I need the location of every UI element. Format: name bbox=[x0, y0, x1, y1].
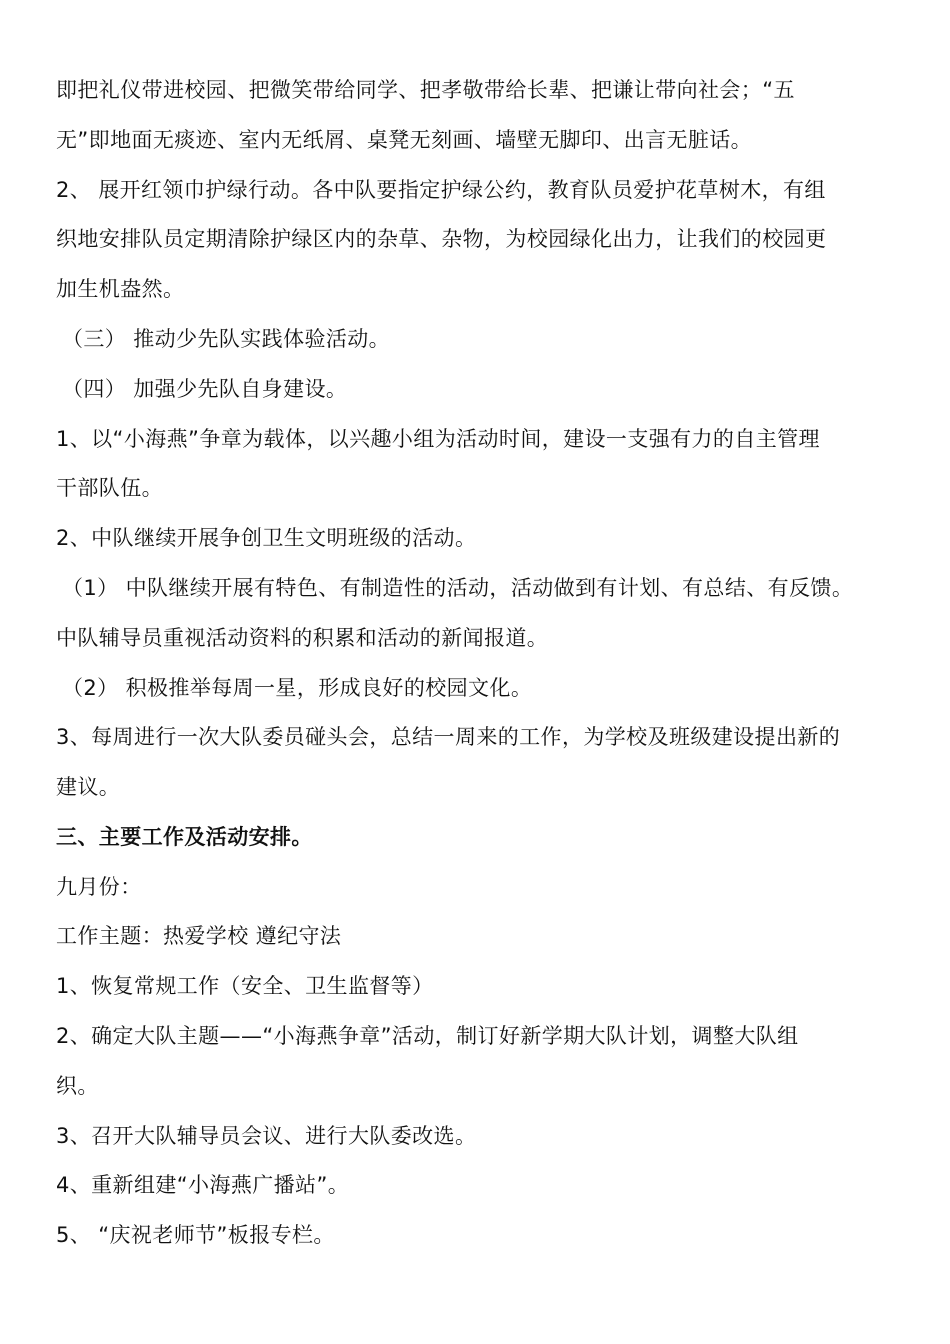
text-line-3: 2、 展开红领巾护绿行动。各中队要指定护绿公约，教育队员爱护花草树木，有组 bbox=[56, 178, 826, 202]
text-line-19: 1、恢复常规工作（安全、卫生监督等） bbox=[56, 974, 434, 998]
text-line-11: （1） 中队继续开展有特色、有制造性的活动，活动做到有计划、有总结、有反馈。 bbox=[62, 576, 854, 600]
text-line-12: 中队辅导员重视活动资料的积累和活动的新闻报道。 bbox=[56, 626, 549, 650]
text-line-17: 九月份： bbox=[56, 875, 142, 899]
text-line-20: 2、确定大队主题——“小海燕争章”活动，制订好新学期大队计划，调整大队组 bbox=[56, 1024, 799, 1048]
text-line-6: （三） 推动少先队实践体验活动。 bbox=[62, 327, 391, 351]
text-line-9: 干部队伍。 bbox=[56, 476, 163, 500]
text-line-10: 2、中队继续开展争创卫生文明班级的活动。 bbox=[56, 526, 477, 550]
text-line-22: 3、召开大队辅导员会议、进行大队委改选。 bbox=[56, 1124, 477, 1148]
text-line-23: 4、重新组建“小海燕广播站”。 bbox=[56, 1173, 350, 1197]
text-line-2: 无”即地面无痰迹、室内无纸屑、桌凳无刻画、墙壁无脚印、出言无脏话。 bbox=[56, 128, 753, 152]
text-line-5: 加生机盎然。 bbox=[56, 277, 185, 301]
text-line-14: 3、每周进行一次大队委员碰头会，总结一周来的工作，为学校及班级建设提出新的 bbox=[56, 725, 841, 749]
text-line-15: 建议。 bbox=[56, 775, 121, 799]
section-heading: 三、主要工作及活动安排。 bbox=[56, 825, 313, 849]
text-line-18: 工作主题：热爱学校 遵纪守法 bbox=[56, 924, 342, 948]
text-line-4: 织地安排队员定期清除护绿区内的杂草、杂物，为校园绿化出力，让我们的校园更 bbox=[56, 227, 827, 251]
text-line-21: 织。 bbox=[56, 1074, 99, 1098]
text-line-1: 即把礼仪带进校园、把微笑带给同学、把孝敬带给长辈、把谦让带向社会；“五 bbox=[56, 78, 795, 102]
text-line-7: （四） 加强少先队自身建设。 bbox=[62, 377, 348, 401]
text-line-13: （2） 积极推举每周一星，形成良好的校园文化。 bbox=[62, 676, 533, 700]
text-line-8: 1、以“小海燕”争章为载体，以兴趣小组为活动时间，建设一支强有力的自主管理 bbox=[56, 427, 820, 451]
text-line-24: 5、 “庆祝老师节”板报专栏。 bbox=[56, 1223, 335, 1247]
